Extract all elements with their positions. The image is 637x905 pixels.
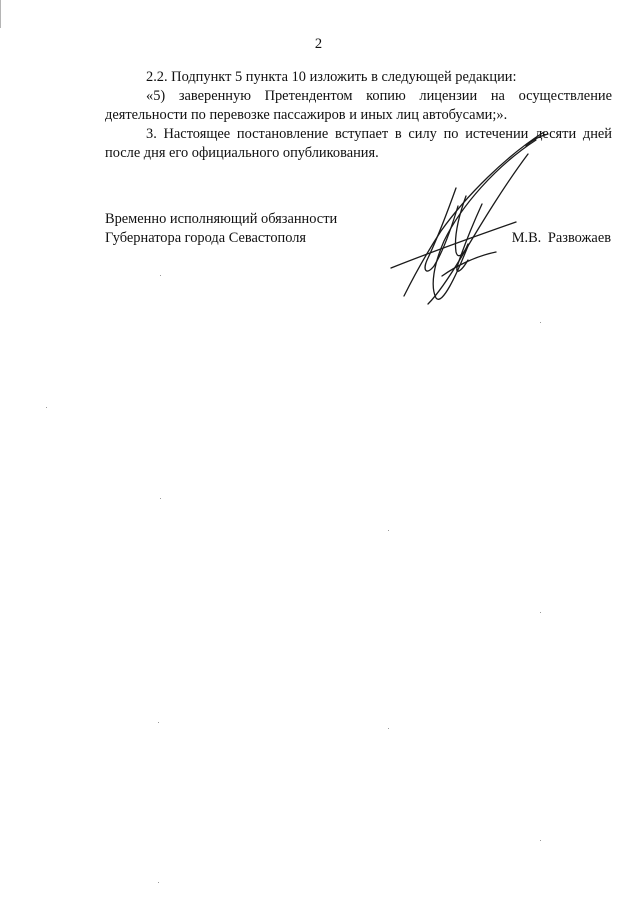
scan-speck bbox=[160, 275, 161, 276]
signatory-position-line1: Временно исполняющий обязанности bbox=[105, 211, 338, 227]
scan-speck bbox=[540, 612, 541, 613]
scan-speck bbox=[388, 728, 389, 729]
page-number: 2 bbox=[314, 36, 323, 52]
scan-speck bbox=[158, 882, 159, 883]
handwritten-signature bbox=[386, 126, 556, 311]
paragraph-subpoint-amendment: 2.2. Подпункт 5 пункта 10 изложить в следующей редакции: bbox=[146, 69, 517, 85]
paragraph-entry-into-force: 3. Настоящее постановление вступает в силу по истечении десяти дней после дня его официального опубликования. bbox=[105, 126, 612, 161]
scan-speck bbox=[160, 498, 161, 499]
scan-edge-mark bbox=[0, 0, 4, 28]
signatory-position-line2: Губернатора города Севастополя bbox=[105, 230, 307, 246]
scan-speck bbox=[540, 840, 541, 841]
scan-speck bbox=[388, 530, 389, 531]
scan-speck bbox=[158, 722, 159, 723]
signatory-name: М.В. Развожаев bbox=[511, 230, 611, 246]
scan-speck bbox=[46, 407, 47, 408]
scan-speck bbox=[540, 322, 541, 323]
paragraph-license-copy: «5) заверенную Претендентом копию лицензии на осуществление деятельности по перевозке пассажиров и иных лиц автобусами;». bbox=[105, 88, 612, 123]
signatory-position bbox=[105, 210, 375, 248]
